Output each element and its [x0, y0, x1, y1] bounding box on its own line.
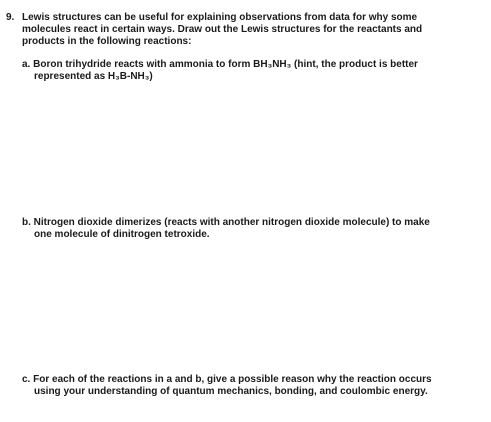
- part-b-line: one molecule of dinitrogen tetroxide.: [34, 229, 210, 240]
- part-b: [22, 217, 430, 241]
- question-intro-line: Lewis structures can be useful for explaining observations from data for why some: [22, 12, 418, 23]
- part-c: [22, 374, 432, 398]
- question-intro: [22, 12, 422, 48]
- part-c-line: using your understanding of quantum mechanics, bonding, and coulombic energy.: [34, 386, 428, 397]
- question-number: [6, 12, 14, 24]
- part-a: [22, 59, 418, 83]
- question-intro-line: products in the following reactions:: [22, 36, 192, 47]
- part-a-line: represented as H₃B-NH₃): [34, 71, 153, 82]
- question-intro-line: molecules react in certain ways. Draw out the Lewis structures for the reactants and: [22, 24, 423, 35]
- part-a-line: a. Boron trihydride reacts with ammonia to form BH₃NH₃ (hint, the product is better: [22, 59, 418, 70]
- part-c-line: c. For each of the reactions in a and b, give a possible reason why the reaction occurs: [22, 374, 432, 385]
- question-number-label: 9.: [6, 12, 15, 23]
- part-b-line: b. Nitrogen dioxide dimerizes (reacts with another nitrogen dioxide molecule) to make: [22, 217, 430, 228]
